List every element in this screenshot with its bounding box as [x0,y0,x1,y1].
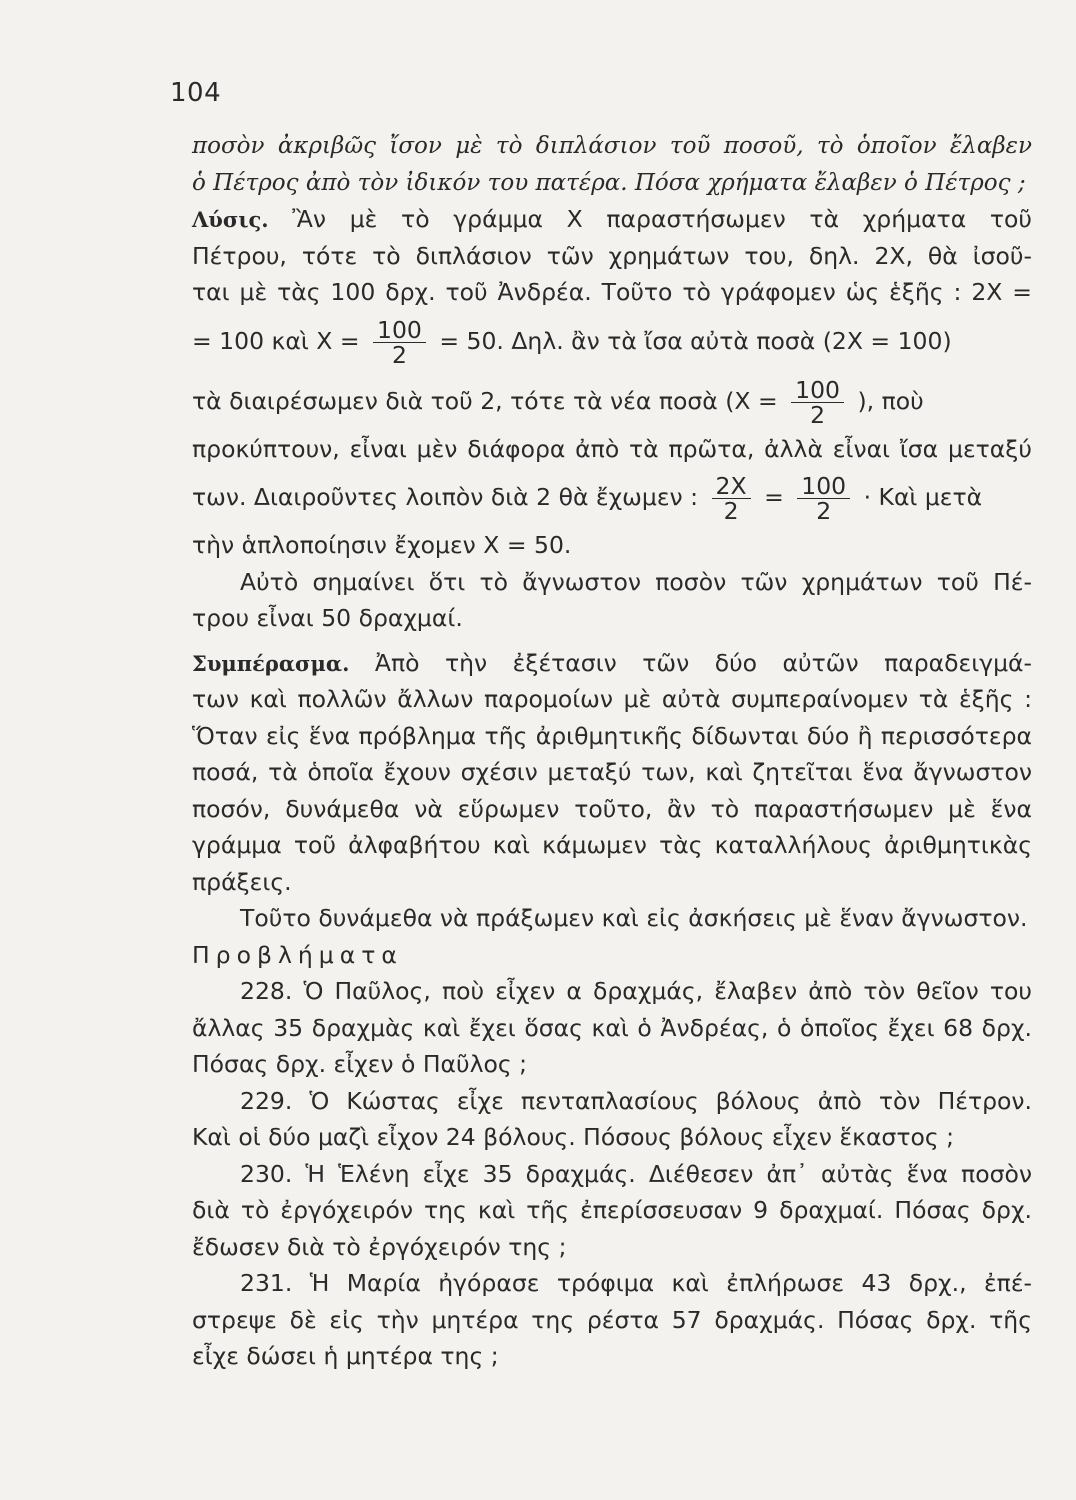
formula-2-pre: τὰ διαιρέσωμεν διὰ τοῦ 2, τότε τὰ νέα ποσὰ (Χ = [192,386,778,415]
solution-line-1-text: Ἂν μὲ τὸ γράμμα Χ παραστήσωμεν τὰ χρήματα τοῦ [292,205,1032,233]
conclusion-line-4: ποσά, τὰ ὁποῖα ἔχουν σχέσιν μεταξύ των, καὶ ζητεῖται ἕνα ἄγνωστον [192,758,1032,786]
solution-line-10: τρου εἶναι 50 δραχμαί. [192,604,463,632]
solution-line-9: Αὐτὸ σημαίνει ὅτι τὸ ἄγνωστον ποσὸν τῶν χρημάτων τοῦ Πέ- [240,567,1032,596]
conclusion-line-5: ποσόν, δυνάμεθα νὰ εὕρωμεν τοῦτο, ἂν τὸ παραστήσωμεν μὲ ἕνα [192,794,1032,823]
problem-230-line-3: ἔδωσεν διὰ τὸ ἐργόχειρόν της ; [192,1232,567,1261]
formula-2-post: ), ποὺ [857,386,924,415]
formula-line-1 [192,311,1032,371]
conclusion-line-3: Ὅταν εἰς ἕνα πρόβλημα τῆς ἀριθμητικῆς δίδωνται δύο ἢ περισσότερα [192,721,1032,750]
solution-line-2: Πέτρου, τότε τὸ διπλάσιον τῶν χρημάτων του, δηλ. 2Χ, θὰ ἰσοῦ- [192,241,1032,270]
solution-line-8: τὴν ἁπλοποίησιν ἔχομεν Χ = 50. [192,531,572,559]
fraction-numerator: 100 [797,474,850,499]
problem-230-line-2: διὰ τὸ ἐργόχειρόν της καὶ τῆς ἐπερίσσευσαν 9 δραχμαί. Πόσας δρχ. [192,1196,1032,1224]
solution-line-3: ται μὲ τὰς 100 δρχ. τοῦ Ἀνδρέα. Τοῦτο τὸ γράφομεν ὡς ἑξῆς : 2Χ = [192,278,1032,306]
problems-heading: Προβλήματα [192,940,403,969]
conclusion-line-1-text: Ἀπὸ τὴν ἐξέτασιν τῶν δύο αὐτῶν παραδειγμά- [374,648,1032,677]
problem-228-line-3: Πόσας δρχ. εἶχεν ὁ Παῦλος ; [192,1050,528,1078]
conclusion-final-line: Τοῦτο δυνάμεθα νὰ πράξωμεν καὶ εἰς ἀσκήσεις μὲ ἕναν ἄγνωστον. [240,904,1028,932]
problem-231-line-1: 231. Ἡ Μαρία ἠγόρασε τρόφιμα καὶ ἐπλήρωσε 43 δρχ., ἐπέ- [240,1269,1032,1297]
conclusion-line-7: πράξεις. [192,867,292,896]
intro-line-1: ποσὸν ἀκριβῶς ἴσον μὲ τὸ διπλάσιον τοῦ ποσοῦ, τὸ ὁποῖον ἔλαβεν [192,133,1032,159]
problem-231-line-3: εἶχε δώσει ἡ μητέρα της ; [192,1342,499,1370]
fraction-denominator: 2 [723,497,739,525]
page-body [192,128,1032,1375]
problem-229-line-2: Καὶ οἱ δύο μαζὶ εἶχον 24 βόλους. Πόσους βόλους εἶχεν ἕκαστος ; [192,1123,955,1151]
conclusion-line-1 [192,645,1032,682]
formula-3-post: · Καὶ μετὰ [863,483,983,511]
fraction-numerator: 2Χ [712,474,751,499]
solution-line-6: προκύπτουν, εἶναι μὲν διάφορα ἀπὸ τὰ πρῶτα, ἀλλὰ εἶναι ἴσα μεταξύ [192,434,1032,463]
formula-1-pre: = 100 καὶ Χ = [192,326,360,355]
solution-line-1 [192,201,1032,238]
formula-1-post: = 50. Δηλ. ἂν τὰ ἴσα αὐτὰ ποσὰ (2Χ = 100) [439,326,952,355]
fraction-numerator: 100 [791,378,844,403]
fraction-2x-over-2 [712,474,751,523]
problem-228-line-1: 228. Ὁ Παῦλος, ποὺ εἶχεν α δραχμάς, ἔλαβεν ἀπὸ τὸν θεῖον του [240,977,1032,1005]
page-number: 104 [170,78,222,108]
fraction-numerator: 100 [373,318,426,343]
problem-230-line-1: 230. Ἡ Ἑλένη εἶχε 35 δραχμάς. Διέθεσεν ἀπ᾽ αὐτὰς ἕνα ποσὸν [240,1159,1032,1188]
solution-heading: Λύσις. [192,207,269,232]
formula-3-equals: = [764,483,784,511]
fraction-100-over-2 [791,375,844,429]
fraction-denominator: 2 [391,340,407,369]
fraction-denominator: 2 [810,400,826,429]
fraction-denominator: 2 [816,497,832,525]
conclusion-line-6: γράμμα τοῦ ἀλφαβήτου καὶ κάμωμεν τὰς καταλλήλους ἀριθμητικὰς [192,831,1032,859]
fraction-100-over-2 [373,315,426,369]
formula-line-2 [192,371,1032,431]
problem-231-line-2: στρεψε δὲ εἰς τὴν μητέρα της ρέστα 57 δραχμάς. Πόσας δρχ. τῆς [192,1305,1032,1334]
conclusion-heading: Συμπέρασμα. [192,650,350,676]
fraction-100-over-2 [797,474,850,523]
problem-229-line-1: 229. Ὁ Κώστας εἶχε πενταπλασίους βόλους ἀπὸ τὸν Πέτρον. [240,1086,1032,1115]
problem-228-line-2: ἄλλας 35 δραχμὰς καὶ ἔχει ὅσας καὶ ὁ Ἀνδρέας, ὁ ὁποῖος ἔχει 68 δρχ. [192,1013,1032,1042]
formula-3-pre: των. Διαιροῦντες λοιπὸν διὰ 2 θὰ ἔχωμεν : [192,483,699,511]
formula-line-3 [192,467,1032,527]
conclusion-line-2: των καὶ πολλῶν ἄλλων παρομοίων μὲ αὐτὰ συμπεραίνομεν τὰ ἑξῆς : [192,685,1032,713]
intro-line-2: ὁ Πέτρος ἀπὸ τὸν ἰδικόν του πατέρα. Πόσα χρήματα ἔλαβεν ὁ Πέτρος ; [192,169,1026,196]
